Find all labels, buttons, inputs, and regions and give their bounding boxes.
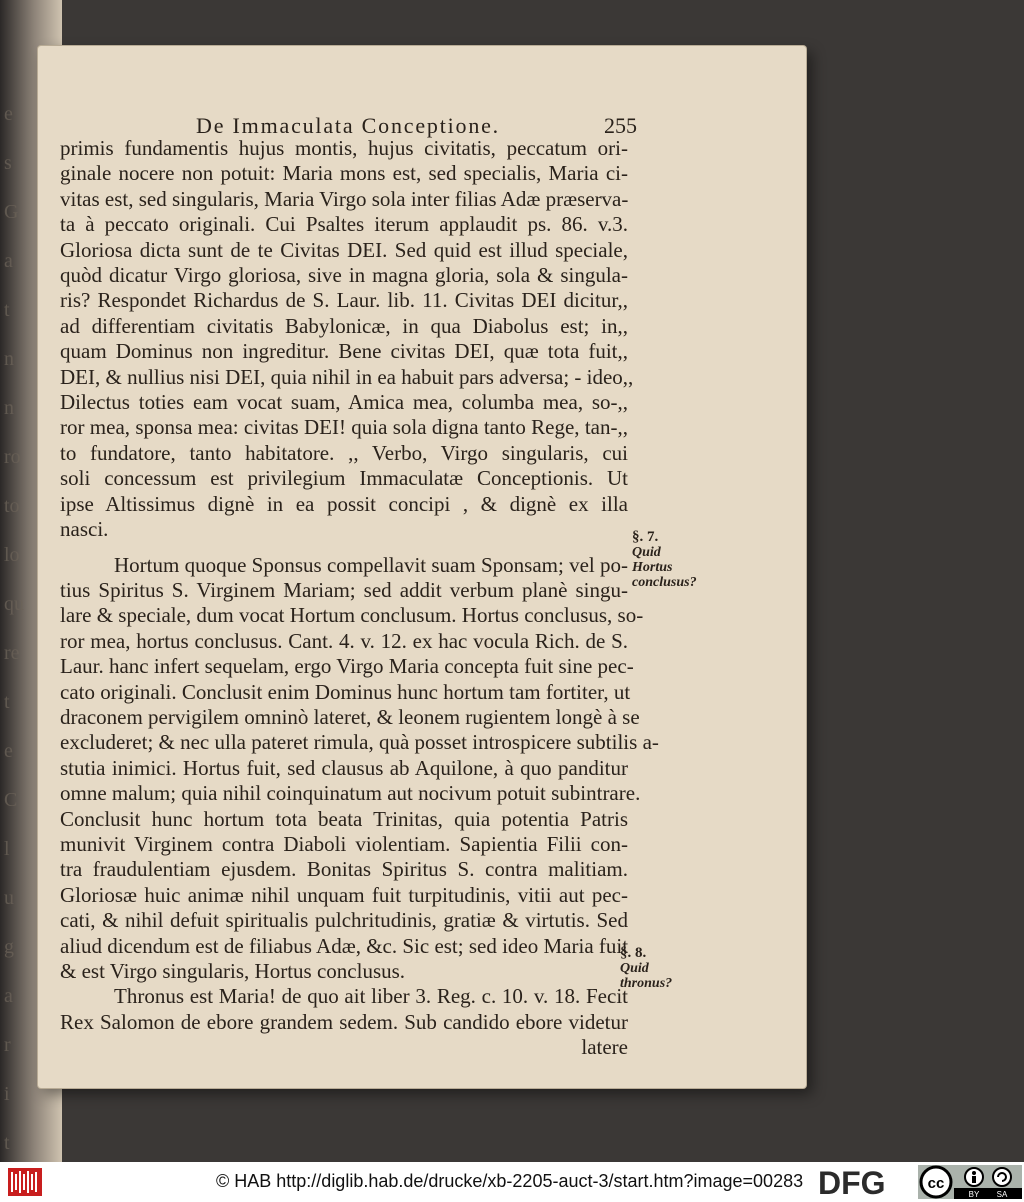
text-line: ginale nocere non potuit: Maria mons est, sed specialis, Maria ci- <box>60 161 628 186</box>
text-line: quam Dominus non ingreditur. Bene civitas DEI, quæ tota fuit,, <box>60 339 628 364</box>
margin-note-section-7 <box>632 530 702 590</box>
text-line: stutia inimici. Hortus fuit, sed clausus ab Aquilone, à quo panditur <box>60 755 628 780</box>
facing-page-fragment: t <box>4 299 10 321</box>
dfg-logo-icon <box>818 1166 914 1198</box>
text-line: ipse Altissimus dignè in ea possit concipi , & dignè ex illa <box>60 491 628 516</box>
text-line: & est Virgo singularis, Hortus conclusus. <box>60 959 406 983</box>
svg-text:cc: cc <box>927 1175 945 1192</box>
facing-page-fragment: a <box>4 250 13 272</box>
text-line: quòd dicatur Virgo gloriosa, sive in magna gloria, sola & singula- <box>60 263 628 288</box>
facing-page-fragment: e <box>4 103 13 125</box>
text-line: ta à peccato originali. Cui Psaltes iterum applaudit ps. 86. v.3. <box>60 212 628 237</box>
catchword: latere <box>581 1035 628 1060</box>
text-line: Conclusit hunc hortum tota beata Trinitas, quia potentia Patris <box>60 806 628 831</box>
facing-page-fragment: l <box>4 838 10 860</box>
facing-page-fragment: r <box>4 1034 11 1056</box>
text-line: ror mea, hortus conclusus. Cant. 4. v. 12. ex hac vocula Rich. de S. <box>60 628 628 653</box>
text-line: to fundatore, tanto habitatore. ,, Verbo, Virgo singularis, cui <box>60 440 628 465</box>
margin-note-text: Quid thronus? <box>620 961 673 991</box>
facing-page-fragments <box>4 90 28 1168</box>
text-line: munivit Virginem contra Diaboli violentiam. Sapientia Filii con- <box>60 831 628 856</box>
page-number: 255 <box>604 113 637 138</box>
creative-commons-license-icon[interactable] <box>918 1165 1022 1199</box>
text-line: lare & speciale, dum vocat Hortum conclusum. Hortus conclusus, so- <box>60 603 644 628</box>
text-line: cato originali. Conclusit enim Dominus hunc hortum tam fortiter, ut <box>60 679 631 704</box>
margin-note-text: Quid Hortus conclusus? <box>632 545 697 590</box>
facing-page-fragment: re <box>4 642 20 664</box>
text-line: ror mea, sponsa mea: civitas DEI! quia sola digna tanto Rege, tan-,, <box>60 415 628 440</box>
facing-page-fragment: g <box>4 936 14 958</box>
footer-bar <box>0 1162 1024 1202</box>
facing-page-fragment: a <box>4 985 13 1007</box>
text-line: DEI, & nullius nisi DEI, quia nihil in ea habuit pars adversa; - ideo,, <box>60 364 634 389</box>
facing-page-fragment: s <box>4 152 12 174</box>
facing-page-fragment: lo <box>4 544 20 566</box>
facing-page-fragment: qu <box>4 593 24 615</box>
text-line: nasci. <box>60 517 109 542</box>
svg-text:BY: BY <box>968 1190 980 1199</box>
text-line: cati, & nihil defuit spiritualis pulchritudinis, gratiæ & virtutis. Sed <box>60 908 628 933</box>
text-line: Dilectus toties eam vocat suam, Amica mea, columba mea, so-,, <box>60 390 628 415</box>
text-line: Hortum quoque Sponsus compellavit suam Sponsam; vel po- <box>114 552 628 577</box>
text-line: primis fundamentis hujus montis, hujus civitatis, peccatum ori- <box>60 136 628 160</box>
text-line: ad differentiam civitatis Babylonicæ, in qua Diabolus est; in,, <box>60 313 628 338</box>
text-line: Thronus est Maria! de quo ait liber 3. Reg. c. 10. v. 18. Fecit <box>114 984 628 1009</box>
text-line: Laur. hanc infert sequelam, ergo Virgo Maria concepta fuit sine pec- <box>60 654 634 679</box>
text-line: vitas est, sed singularis, Maria Virgo sola inter filias Adæ præserva- <box>60 186 629 211</box>
running-head: De Immaculata Conceptione. <box>196 113 500 138</box>
hab-logo-icon <box>8 1168 42 1196</box>
section-number: §. 8. <box>620 945 647 961</box>
facing-page-fragment: C <box>4 789 18 811</box>
margin-note-section-8 <box>620 946 686 991</box>
text-line: omne malum; quia nihil coinquinatum aut nocivum potuit subintrare. <box>60 781 641 806</box>
svg-text:SA: SA <box>996 1190 1008 1199</box>
text-line: draconem pervigilem omninò lateret, & leonem rugientem longè à se <box>60 704 640 729</box>
facing-page-fragment: t <box>4 1132 10 1154</box>
text-line: aliud dicendum est de filiabus Adæ, &c. Sic est; sed ideo Maria fuit <box>60 933 629 958</box>
text-line: Rex Salomon de ebore grandem sedem. Sub candido ebore videtur <box>60 1009 628 1034</box>
source-link[interactable]: © HAB http://diglib.hab.de/drucke/xb-2205-auct-3/start.htm?image=00283 <box>216 1171 804 1191</box>
facing-page-fragment: to <box>4 495 20 517</box>
facing-page-fragment: n <box>4 397 14 419</box>
facing-page-fragment: i <box>4 1083 10 1105</box>
facing-page-fragment: G <box>4 201 19 223</box>
text-line: Gloriosa dicta sunt de te Civitas DEI. Sed quid est illud speciale, <box>60 237 628 262</box>
text-line: Gloriosæ huic animæ nihil unquam fuit turpitudinis, vitii aut pec- <box>60 882 628 907</box>
text-line: soli concessum est privilegium Immaculatæ Conceptionis. Ut <box>60 466 628 491</box>
text-line: tra fraudulentiam ejusdem. Bonitas Spiritus S. contra malitiam. <box>60 857 628 882</box>
facing-page-fragment: e <box>4 740 13 762</box>
svg-text:DFG: DFG <box>818 1166 886 1198</box>
text-line: excluderet; & nec ulla pateret rimula, quà posset introspicere subtilis a- <box>60 730 659 755</box>
facing-page-fragment: u <box>4 887 14 909</box>
facing-page-fragment: n <box>4 348 14 370</box>
facing-page-fragment: t <box>4 691 10 713</box>
section-number: §. 7. <box>632 529 659 545</box>
text-line: ris? Respondet Richardus de S. Laur. lib. 11. Civitas DEI dicitur,, <box>60 288 628 313</box>
text-line: tius Spiritus S. Virginem Mariam; sed addit verbum planè singu- <box>60 577 628 602</box>
facing-page-fragment: ro <box>4 446 21 468</box>
